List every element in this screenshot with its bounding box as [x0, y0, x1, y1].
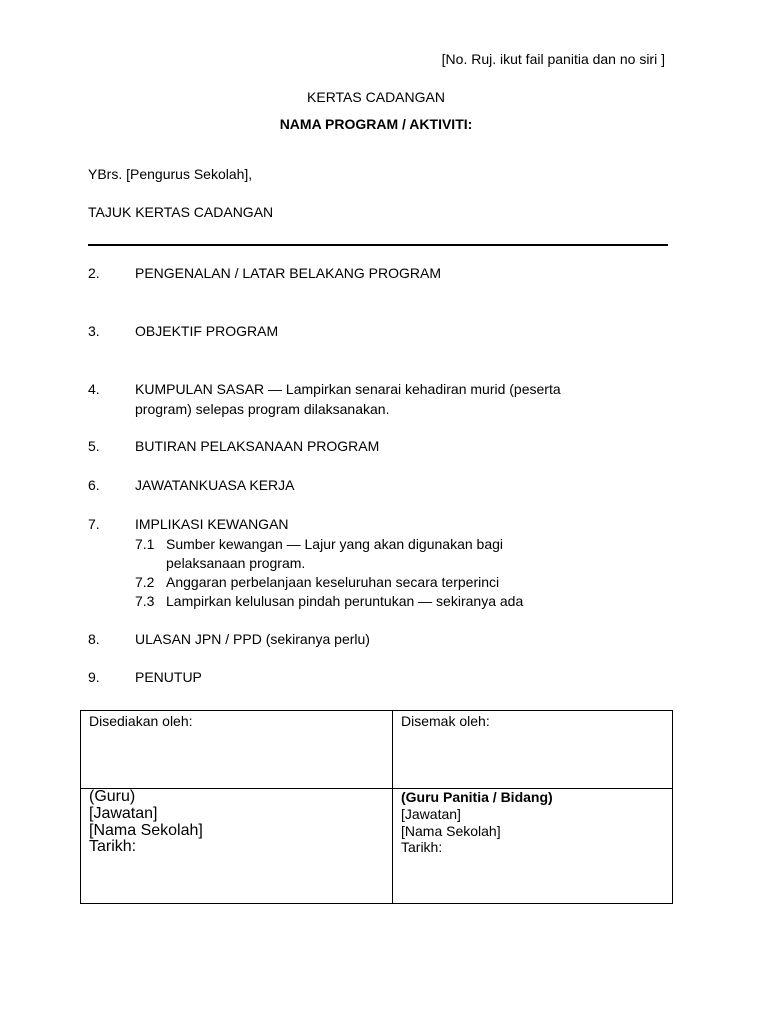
section-heading-objectives: OBJEKTIF PROGRAM [135, 323, 279, 339]
reviewed-by-cell [393, 711, 673, 789]
section-heading-implementation: BUTIRAN PELAKSANAAN PROGRAM [135, 438, 380, 454]
section-number: 2. [88, 265, 100, 281]
subsection-number: 7.3 [135, 593, 155, 609]
reference-number: [No. Ruj. ikut fail panitia dan no siri ] [441, 51, 665, 67]
panel-head-signature-cell [393, 789, 673, 904]
section-heading-target-group: KUMPULAN SASAR — Lampirkan senarai kehadiran murid (peserta [135, 381, 561, 397]
teacher-school: [Nama Sekolah] [89, 821, 203, 839]
panel-head-school: [Nama Sekolah] [401, 822, 501, 839]
prepared-by-label: Disediakan oleh: [89, 713, 193, 729]
signature-details-row [81, 789, 673, 904]
salutation: YBrs. [Pengurus Sekolah], [88, 166, 253, 182]
subsection-text-continuation: pelaksanaan program. [166, 555, 306, 571]
teacher-signature-cell [81, 789, 393, 904]
section-heading-closing: PENUTUP [135, 669, 202, 685]
section-heading-committee: JAWATANKUASA KERJA [135, 477, 295, 493]
section-heading-financial: IMPLIKASI KEWANGAN [135, 516, 289, 532]
proposal-title: TAJUK KERTAS CADANGAN [88, 204, 274, 220]
teacher-date: Tarikh: [89, 838, 137, 856]
signature-header-row [81, 711, 673, 789]
section-number: 6. [88, 477, 100, 493]
panel-head-position: [Jawatan] [401, 805, 461, 822]
section-heading-introduction: PENGENALAN / LATAR BELAKANG PROGRAM [135, 265, 442, 281]
section-text-continuation: program) selepas program dilaksanakan. [135, 401, 390, 417]
panel-head-role: (Guru Panitia / Bidang) [401, 789, 553, 805]
subsection-number: 7.1 [135, 536, 155, 552]
subsection-text-funding-source: Sumber kewangan — Lajur yang akan digunakan bagi [166, 536, 504, 552]
teacher-role: (Guru) [89, 788, 136, 805]
program-name-heading: NAMA PROGRAM / AKTIVITI: [279, 116, 473, 132]
section-number: 4. [88, 381, 100, 397]
section-number: 8. [88, 631, 100, 647]
signature-table [80, 710, 673, 904]
subsection-number: 7.2 [135, 574, 155, 590]
prepared-by-cell [81, 711, 393, 789]
document-title: KERTAS CADANGAN [307, 89, 445, 105]
teacher-position: [Jawatan] [89, 804, 158, 822]
section-number: 5. [88, 438, 100, 454]
panel-head-date: Tarikh: [401, 839, 443, 856]
section-number: 3. [88, 323, 100, 339]
subsection-text-budget: Anggaran perbelanjaan keseluruhan secara terperinci [166, 574, 500, 590]
section-number: 7. [88, 516, 100, 532]
section-heading-review: ULASAN JPN / PPD (sekiranya perlu) [135, 631, 370, 647]
reviewed-by-label: Disemak oleh: [401, 713, 490, 729]
section-number: 9. [88, 669, 100, 685]
subsection-text-allocation-approval: Lampirkan kelulusan pindah peruntukan — sekiranya ada [166, 593, 524, 609]
title-underline-divider [88, 244, 668, 246]
